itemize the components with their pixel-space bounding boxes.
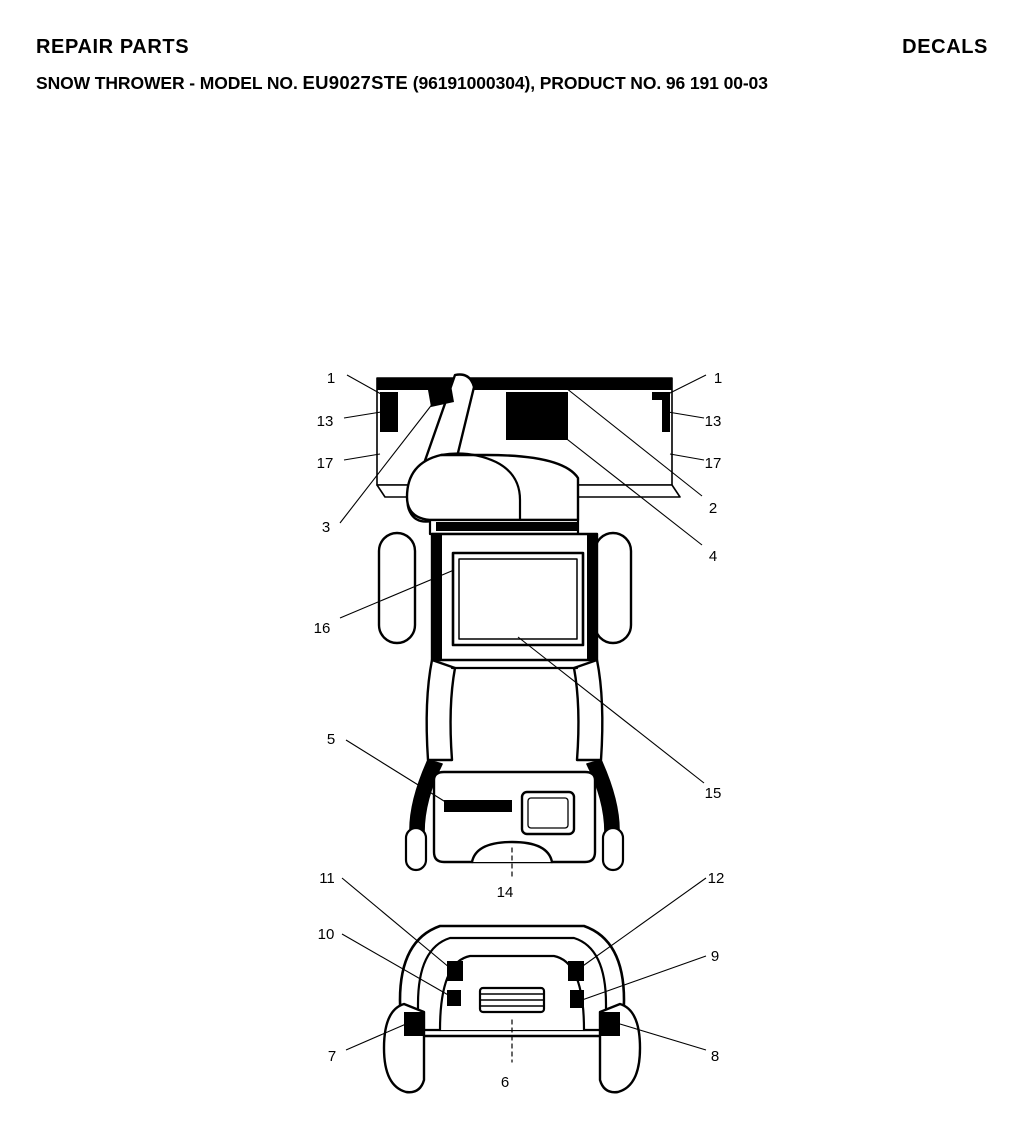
- callout-7: 7: [327, 1048, 337, 1065]
- callout-10: 10: [317, 926, 335, 943]
- callout-17-right: 17: [704, 455, 722, 472]
- callout-16: 16: [313, 620, 331, 637]
- model-number: EU9027STE: [302, 72, 409, 93]
- callout-14: 14: [496, 884, 514, 901]
- model-line-prefix: SNOW THROWER - MODEL NO.: [36, 73, 303, 93]
- callout-11: 11: [319, 870, 335, 887]
- callout-4: 4: [708, 548, 718, 565]
- callout-13-left: 13: [316, 413, 334, 430]
- callout-6: 6: [500, 1074, 510, 1091]
- page-title: REPAIR PARTS: [36, 36, 190, 58]
- callout-1-right: 1: [713, 370, 723, 387]
- callout-13-right: 13: [704, 413, 722, 430]
- callout-17-left: 17: [316, 455, 334, 472]
- section-title: DECALS: [902, 36, 988, 58]
- callout-5: 5: [326, 731, 336, 748]
- callout-9: 9: [710, 948, 720, 965]
- callout-12: 12: [707, 870, 725, 887]
- callout-3: 3: [321, 519, 331, 536]
- callout-8: 8: [710, 1048, 720, 1065]
- model-line-suffix: (96191000304), PRODUCT NO. 96 191 00-03: [408, 73, 768, 93]
- callout-1-left: 1: [326, 370, 336, 387]
- callout-2: 2: [708, 500, 718, 517]
- callout-15: 15: [704, 785, 722, 802]
